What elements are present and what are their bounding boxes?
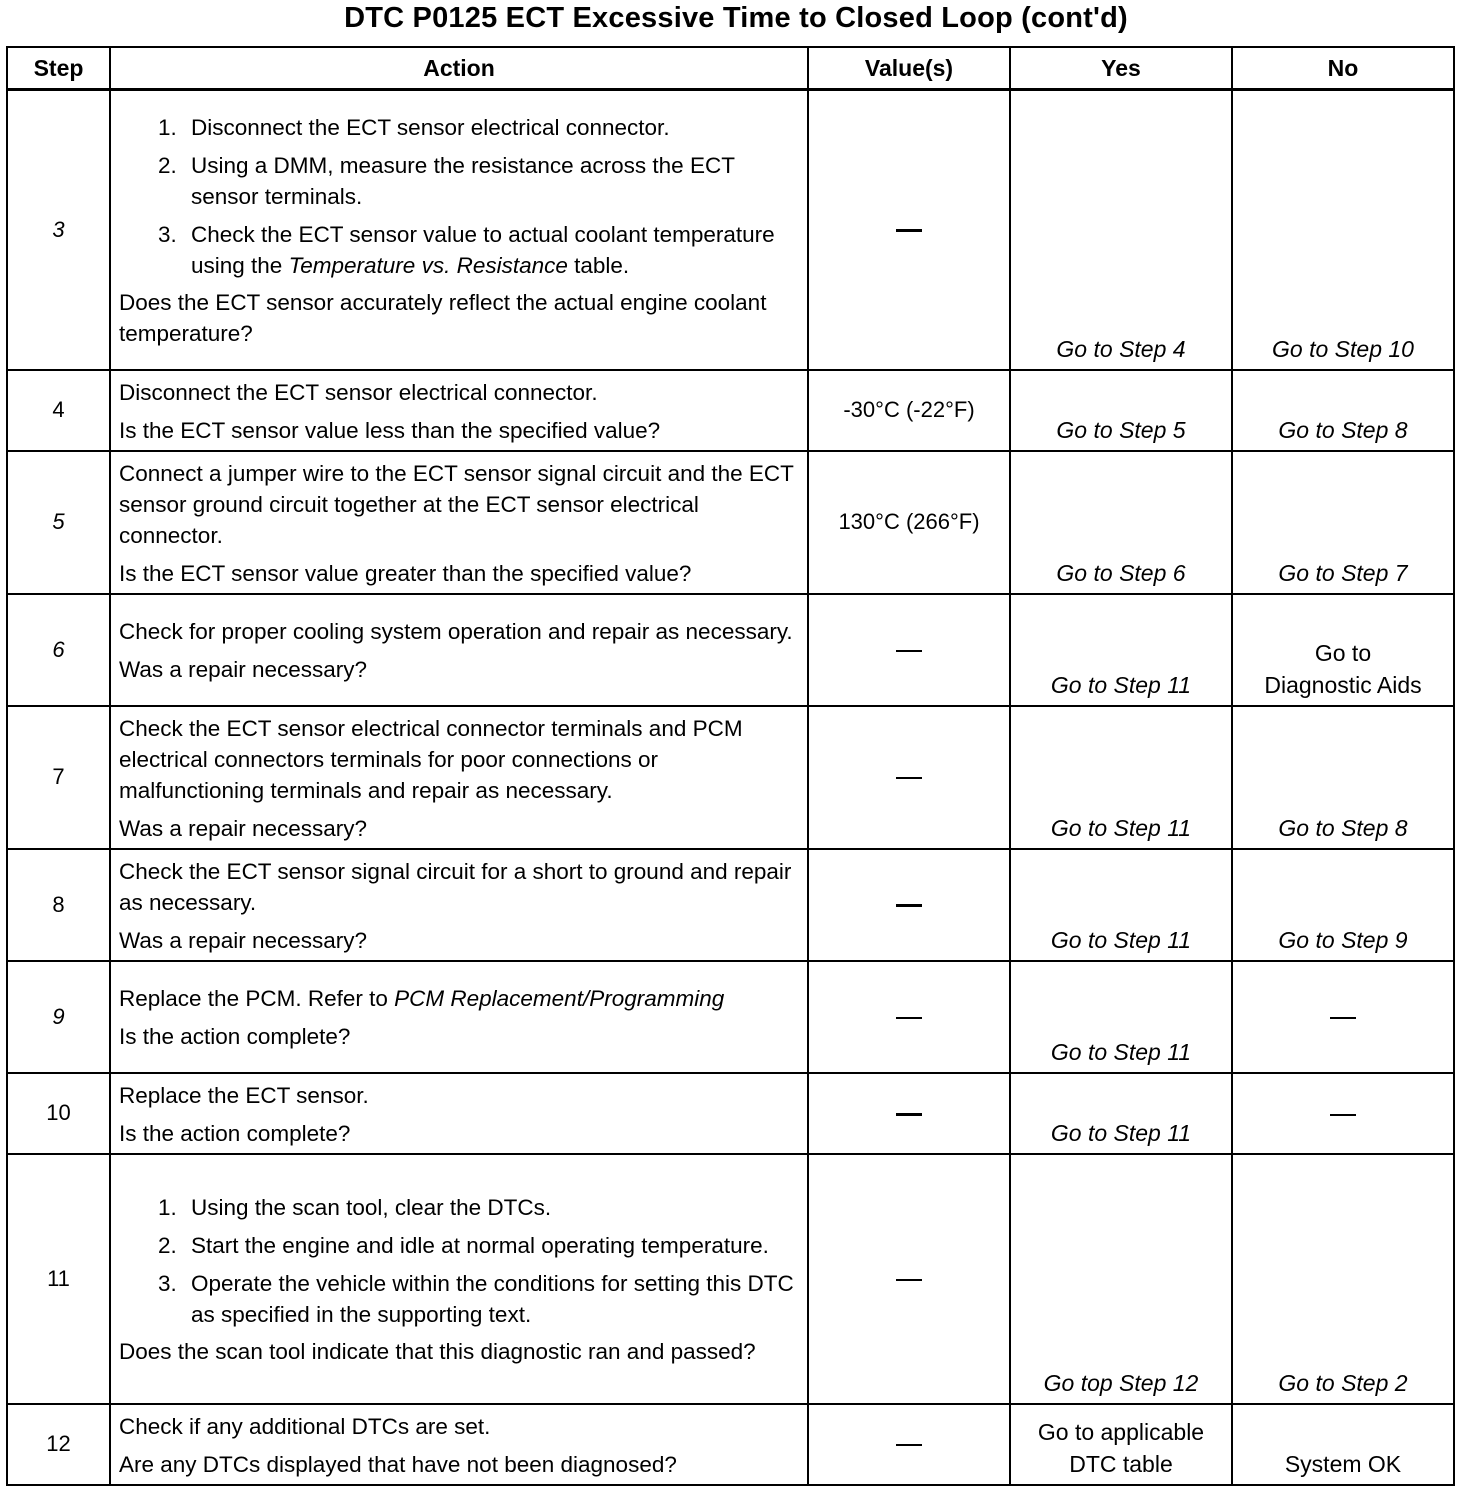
list-item: 2. Using a DMM, measure the resistance across the ECT sensor terminals.	[183, 150, 801, 212]
table-row	[7, 451, 1454, 594]
step-number: 11	[7, 1154, 110, 1404]
dash-mark	[896, 650, 922, 652]
action-question: Was a repair necessary?	[119, 927, 368, 953]
no-result	[1232, 594, 1454, 706]
value-cell	[808, 961, 1010, 1073]
dash-mark	[1330, 1017, 1356, 1019]
header-values: Value(s)	[808, 47, 1010, 90]
action-question: Is the action complete?	[119, 1120, 351, 1146]
action-steps-list	[119, 1192, 801, 1330]
action-cell	[110, 849, 808, 961]
dash-mark	[896, 777, 922, 779]
table-row	[7, 849, 1454, 961]
action-text-prefix: Replace the PCM. Refer to	[119, 986, 395, 1011]
action-cell	[110, 370, 808, 451]
list-item: 1. Disconnect the ECT sensor electrical connector.	[183, 112, 801, 143]
step-number: 7	[7, 706, 110, 849]
table-row	[7, 1404, 1454, 1485]
value-cell: -30°C (-22°F)	[808, 370, 1010, 451]
header-action: Action	[110, 47, 808, 90]
no-result: Go to Step 2	[1232, 1154, 1454, 1404]
value-cell	[808, 1073, 1010, 1154]
action-question: Does the ECT sensor accurately reflect the actual engine coolant temperature?	[119, 290, 767, 347]
action-cell	[110, 1404, 808, 1485]
table-row	[7, 370, 1454, 451]
action-text: Check for proper cooling system operation and repair as necessary.	[119, 619, 793, 644]
header-yes: Yes	[1010, 47, 1232, 90]
dash-mark	[896, 904, 922, 907]
action-text: Disconnect the ECT sensor electrical connector.	[119, 379, 598, 405]
action-cell	[110, 451, 808, 594]
no-result: Go to Step 9	[1232, 849, 1454, 961]
action-reference: PCM Replacement/Programming	[394, 986, 725, 1011]
action-cell	[110, 706, 808, 849]
list-item	[183, 219, 801, 281]
yes-result: Go top Step 12	[1010, 1154, 1232, 1404]
yes-result-line: DTC table	[1069, 1450, 1173, 1477]
yes-result: Go to Step 11	[1010, 594, 1232, 706]
table-row	[7, 594, 1454, 706]
table-row	[7, 1154, 1454, 1404]
table-row	[7, 1073, 1454, 1154]
no-result-line: Diagnostic Aids	[1264, 671, 1422, 698]
header-no: No	[1232, 47, 1454, 90]
no-result	[1232, 1073, 1454, 1154]
yes-result: Go to Step 4	[1010, 90, 1232, 370]
action-cell	[110, 1073, 808, 1154]
dash-mark	[896, 1113, 922, 1116]
step-number: 4	[7, 370, 110, 451]
no-result	[1232, 961, 1454, 1073]
action-text: table.	[567, 253, 630, 279]
value-cell	[808, 594, 1010, 706]
action-question: Are any DTCs displayed that have not been diagnosed?	[119, 1451, 677, 1477]
step-number: 10	[7, 1073, 110, 1154]
value-cell	[808, 706, 1010, 849]
action-question: Was a repair necessary?	[119, 815, 368, 841]
yes-result-line: Go to applicable	[1037, 1418, 1205, 1445]
step-number: 6	[7, 594, 110, 706]
table-row	[7, 90, 1454, 370]
dash-mark	[1330, 1114, 1356, 1116]
action-text: Connect a jumper wire to the ECT sensor signal circuit and the ECT sensor ground circuit together at the ECT sensor electrical connector.	[119, 460, 794, 548]
step-number: 9	[7, 961, 110, 1073]
no-result: Go to Step 10	[1232, 90, 1454, 370]
no-result: System OK	[1232, 1404, 1454, 1485]
dash-mark	[896, 1279, 922, 1281]
action-reference: Temperature vs. Resistance	[288, 253, 568, 279]
value-cell: 130°C (266°F)	[808, 451, 1010, 594]
yes-result: Go to Step 11	[1010, 706, 1232, 849]
table-row	[7, 961, 1454, 1073]
action-text	[119, 983, 801, 1014]
no-result: Go to Step 8	[1232, 370, 1454, 451]
action-cell	[110, 90, 808, 370]
header-step: Step	[7, 47, 110, 90]
list-item: 3. Operate the vehicle within the conditions for setting this DTC as specified in the supporting text.	[183, 1268, 801, 1330]
dash-mark	[896, 1017, 922, 1019]
list-item: 1. Using the scan tool, clear the DTCs.	[183, 1192, 801, 1223]
action-text: Replace the ECT sensor.	[119, 1082, 369, 1108]
page-title: DTC P0125 ECT Excessive Time to Closed Loop (cont'd)	[344, 2, 1128, 34]
action-steps-list	[119, 112, 801, 281]
list-item: 2. Start the engine and idle at normal operating temperature.	[183, 1230, 801, 1261]
action-cell	[110, 594, 808, 706]
dash-mark	[896, 1444, 922, 1446]
no-result-line: Go to	[1314, 639, 1372, 666]
action-question: Does the scan tool indicate that this diagnostic ran and passed?	[119, 1339, 756, 1364]
no-result: Go to Step 8	[1232, 706, 1454, 849]
value-cell	[808, 1154, 1010, 1404]
table-row	[7, 706, 1454, 849]
action-text: Check the ECT sensor electrical connector terminals and PCM electrical connectors terminals for poor connections or malfunctioning terminals and repair as necessary.	[119, 715, 743, 803]
action-question: Is the ECT sensor value greater than the specified value?	[119, 560, 692, 586]
step-number: 5	[7, 451, 110, 594]
action-question: Is the action complete?	[119, 1024, 351, 1049]
no-result: Go to Step 7	[1232, 451, 1454, 594]
yes-result: Go to Step 6	[1010, 451, 1232, 594]
value-cell	[808, 849, 1010, 961]
action-question: Was a repair necessary?	[119, 657, 368, 682]
table-header-row	[7, 47, 1454, 90]
action-text: Check if any additional DTCs are set.	[119, 1413, 491, 1439]
yes-result: Go to Step 5	[1010, 370, 1232, 451]
value-cell	[808, 1404, 1010, 1485]
yes-result: Go to Step 11	[1010, 849, 1232, 961]
action-text: Check the ECT sensor signal circuit for a short to ground and repair as necessary.	[119, 858, 792, 915]
yes-result: Go to Step 11	[1010, 961, 1232, 1073]
action-text: Check the ECT sensor value to actual coolant temperature using the	[191, 222, 775, 279]
dash-mark	[896, 229, 922, 232]
value-cell	[808, 90, 1010, 370]
action-cell	[110, 961, 808, 1073]
step-number: 8	[7, 849, 110, 961]
step-number: 12	[7, 1404, 110, 1485]
yes-result: Go to Step 11	[1010, 1073, 1232, 1154]
action-cell	[110, 1154, 808, 1404]
step-number: 3	[7, 90, 110, 370]
diagnostic-table	[6, 46, 1455, 1486]
yes-result	[1010, 1404, 1232, 1485]
action-question: Is the ECT sensor value less than the specified value?	[119, 417, 661, 443]
